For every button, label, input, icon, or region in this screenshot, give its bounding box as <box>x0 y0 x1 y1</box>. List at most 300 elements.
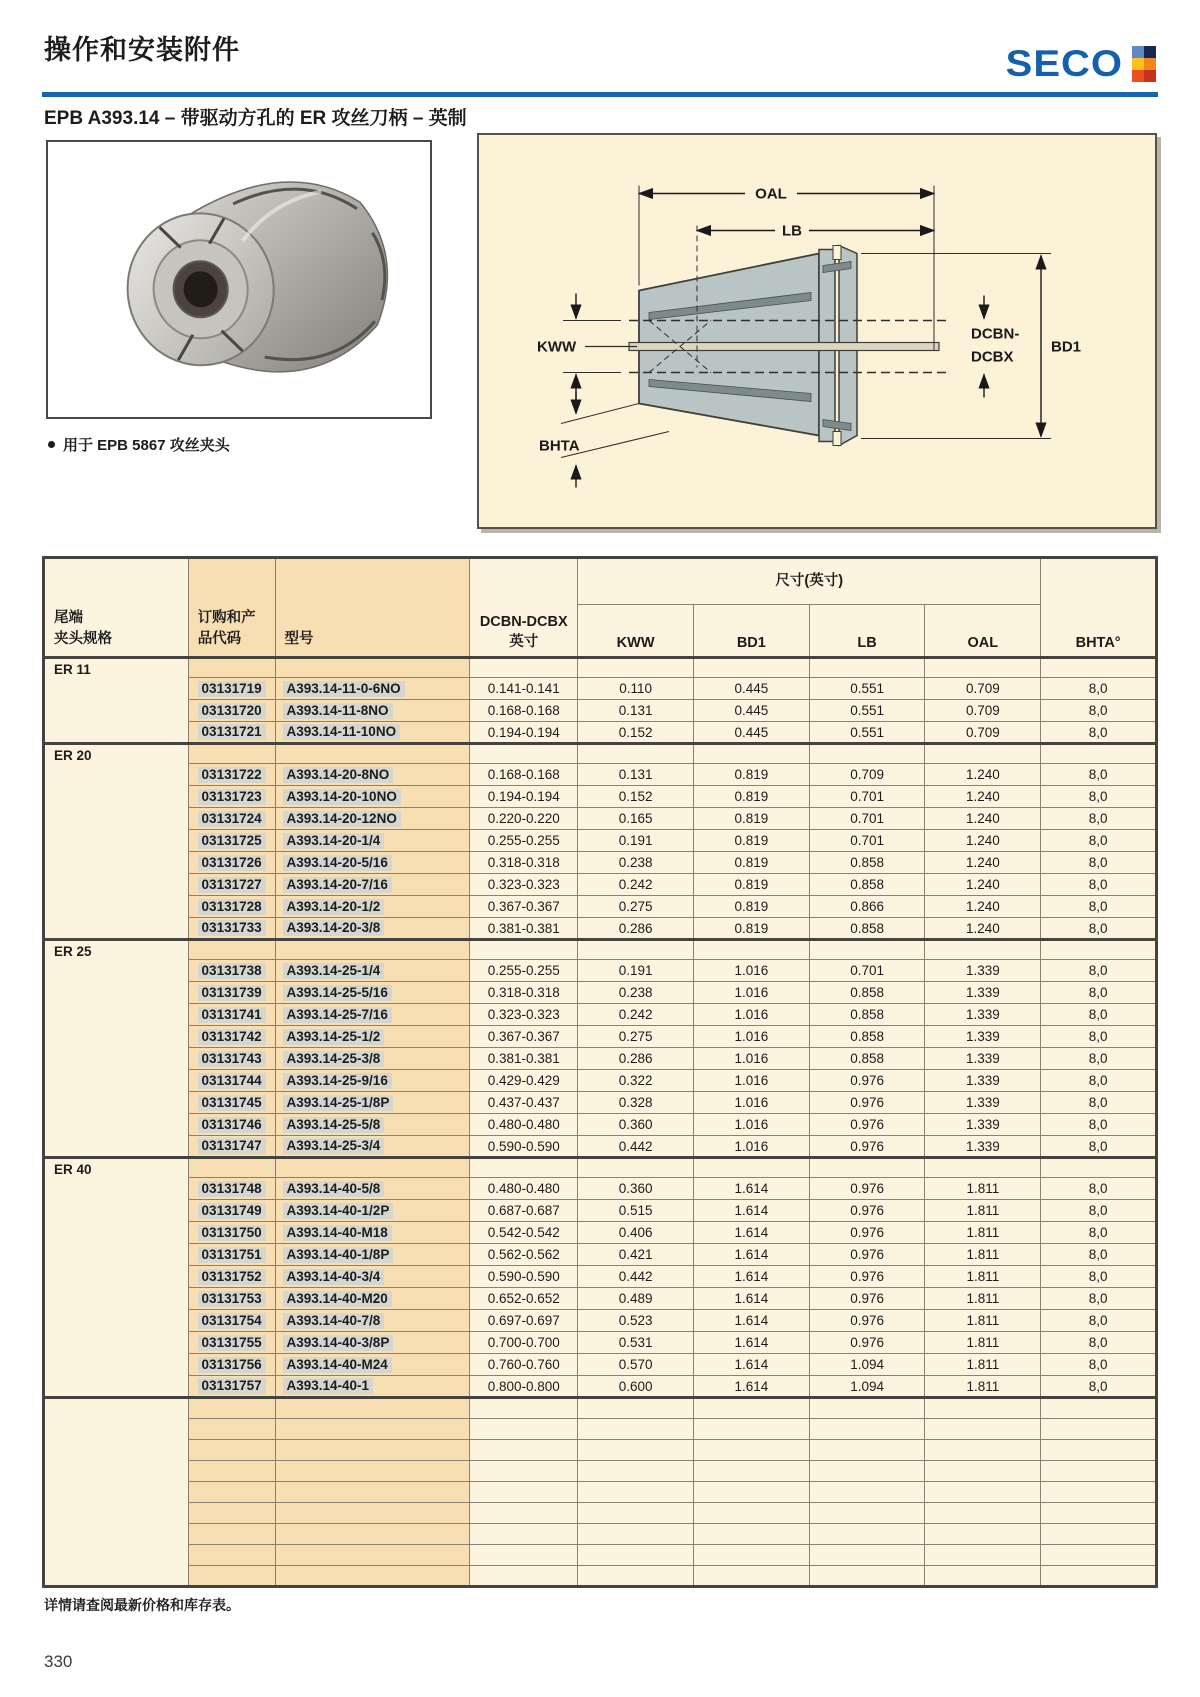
cell-bd1 <box>693 1545 809 1566</box>
cell-model <box>275 918 470 940</box>
cell-oal <box>925 1440 1041 1461</box>
cell-order-code <box>188 874 275 896</box>
cell-kww: 0.238 <box>578 852 694 874</box>
cell-bd1 <box>693 1524 809 1545</box>
cell-bd1 <box>693 1482 809 1503</box>
order-code-text: 03131723 <box>198 789 266 805</box>
cell-oal: 0.709 <box>925 678 1041 700</box>
header-dcbn-dcbx: DCBN-DCBX 英寸 <box>470 558 578 658</box>
order-code-text: 03131741 <box>198 1007 266 1023</box>
cell-bd1: 0.819 <box>693 786 809 808</box>
model-text: A393.14-11-10NO <box>283 724 401 740</box>
cell-bd1: 0.819 <box>693 808 809 830</box>
order-code-text: 03131719 <box>198 681 266 697</box>
cell-model <box>275 1376 470 1398</box>
cell-dcbn-dcbx: 0.590-0.590 <box>470 1266 578 1288</box>
header-oal: OAL <box>925 605 1041 658</box>
model-text: A393.14-40-M20 <box>283 1291 392 1307</box>
cell-bd1: 1.016 <box>693 1114 809 1136</box>
cell-bhta: 8,0 <box>1041 1310 1157 1332</box>
order-code-text: 03131739 <box>198 985 266 1001</box>
order-code-text: 03131725 <box>198 833 266 849</box>
cell-order-code <box>188 1288 275 1310</box>
cell-dcbn-dcbx: 0.168-0.168 <box>470 700 578 722</box>
cell-bhta: 8,0 <box>1041 786 1157 808</box>
table-row <box>44 1222 1157 1244</box>
cell-dcbn-dcbx: 0.323-0.323 <box>470 1004 578 1026</box>
cell-kww: 0.238 <box>578 982 694 1004</box>
cell-lb <box>809 1566 925 1587</box>
cell-oal <box>925 1461 1041 1482</box>
cell-bhta: 8,0 <box>1041 1092 1157 1114</box>
header-bhta: BHTA° <box>1041 558 1157 658</box>
cell-dcbn-dcbx <box>470 1524 578 1545</box>
cell-model <box>275 1026 470 1048</box>
cell-oal: 1.811 <box>925 1200 1041 1222</box>
order-code-text: 03131728 <box>198 899 266 915</box>
cell-bhta: 8,0 <box>1041 1244 1157 1266</box>
cell-model <box>275 1354 470 1376</box>
cell-model <box>275 1222 470 1244</box>
cell-lb: 0.701 <box>809 830 925 852</box>
collet-photo-icon <box>48 142 430 417</box>
spec-table-body <box>44 658 1157 1587</box>
cell-bhta: 8,0 <box>1041 852 1157 874</box>
cell-bhta: 8,0 <box>1041 1136 1157 1158</box>
cell-oal: 1.240 <box>925 808 1041 830</box>
cell-model <box>275 658 470 678</box>
cell-dcbn-dcbx: 0.480-0.480 <box>470 1178 578 1200</box>
cell-lb: 0.701 <box>809 808 925 830</box>
cell-model <box>275 874 470 896</box>
cell-bd1: 0.445 <box>693 678 809 700</box>
cell-bhta: 8,0 <box>1041 764 1157 786</box>
cell-dcbn-dcbx: 0.381-0.381 <box>470 918 578 940</box>
cell-oal: 1.240 <box>925 874 1041 896</box>
cell-bd1: 0.819 <box>693 830 809 852</box>
cell-bhta <box>1041 658 1157 678</box>
cell-kww: 0.442 <box>578 1136 694 1158</box>
logo-square <box>1132 58 1144 70</box>
cell-model <box>275 896 470 918</box>
cell-dcbn-dcbx: 0.652-0.652 <box>470 1288 578 1310</box>
cell-oal <box>925 1398 1041 1419</box>
cell-dcbn-dcbx: 0.255-0.255 <box>470 830 578 852</box>
cell-order-code <box>188 1178 275 1200</box>
cell-oal: 1.811 <box>925 1332 1041 1354</box>
cell-lb: 0.976 <box>809 1136 925 1158</box>
cell-model <box>275 1332 470 1354</box>
logo-square <box>1132 70 1144 82</box>
cell-lb <box>809 658 925 678</box>
cell-kww: 0.570 <box>578 1354 694 1376</box>
cell-kww: 0.442 <box>578 1266 694 1288</box>
product-photo <box>46 140 432 419</box>
cell-oal <box>925 1566 1041 1587</box>
cell-bd1: 1.614 <box>693 1222 809 1244</box>
empty-row <box>44 1461 1157 1482</box>
table-row <box>44 1288 1157 1310</box>
cell-dcbn-dcbx: 0.542-0.542 <box>470 1222 578 1244</box>
cell-oal: 1.811 <box>925 1266 1041 1288</box>
cell-order-code <box>188 658 275 678</box>
cell-lb: 1.094 <box>809 1354 925 1376</box>
cell-bhta: 8,0 <box>1041 960 1157 982</box>
cell-kww: 0.110 <box>578 678 694 700</box>
header-lb: LB <box>809 605 925 658</box>
cell-oal: 1.240 <box>925 786 1041 808</box>
order-code-text: 03131742 <box>198 1029 266 1045</box>
cell-bd1: 1.016 <box>693 982 809 1004</box>
order-code-text: 03131756 <box>198 1357 266 1373</box>
order-code-text: 03131733 <box>198 920 266 936</box>
table-row <box>44 1354 1157 1376</box>
cell-dcbn-dcbx: 0.429-0.429 <box>470 1070 578 1092</box>
logo-square <box>1144 70 1156 82</box>
cell-order-code <box>188 1004 275 1026</box>
cell-oal <box>925 1419 1041 1440</box>
label-dcbx: DCBX <box>971 348 1014 366</box>
group-label: ER 20 <box>44 744 189 940</box>
cell-bd1: 1.614 <box>693 1310 809 1332</box>
cell-oal <box>925 658 1041 678</box>
cell-kww <box>578 658 694 678</box>
order-code-text: 03131721 <box>198 724 266 740</box>
cell-kww: 0.152 <box>578 786 694 808</box>
cell-order-code <box>188 1244 275 1266</box>
cell-order-code <box>188 1461 275 1482</box>
cell-oal <box>925 1158 1041 1178</box>
table-row <box>44 1178 1157 1200</box>
cell-bhta: 8,0 <box>1041 874 1157 896</box>
cell-bd1: 1.016 <box>693 960 809 982</box>
seco-logo-mark-icon <box>1132 46 1156 82</box>
cell-lb: 0.858 <box>809 918 925 940</box>
model-text: A393.14-25-3/8 <box>283 1051 385 1067</box>
model-text: A393.14-25-7/16 <box>283 1007 392 1023</box>
cell-kww: 0.275 <box>578 896 694 918</box>
cell-bd1: 1.016 <box>693 1092 809 1114</box>
cell-bd1: 1.016 <box>693 1070 809 1092</box>
cell-kww: 0.322 <box>578 1070 694 1092</box>
product-subtitle: EPB A393.14 – 带驱动方孔的 ER 攻丝刀柄 – 英制 <box>44 108 467 129</box>
model-text: A393.14-20-8NO <box>283 767 394 783</box>
cell-bhta: 8,0 <box>1041 1178 1157 1200</box>
cell-order-code <box>188 896 275 918</box>
order-code-text: 03131749 <box>198 1203 266 1219</box>
cell-bd1: 1.016 <box>693 1048 809 1070</box>
cell-lb: 0.858 <box>809 852 925 874</box>
header-dimensions-group: 尺寸(英寸) <box>578 558 1041 605</box>
order-code-text: 03131720 <box>198 703 266 719</box>
cell-lb: 0.858 <box>809 1026 925 1048</box>
table-row <box>44 678 1157 700</box>
order-code-text: 03131738 <box>198 963 266 979</box>
cell-lb: 0.976 <box>809 1288 925 1310</box>
group-spacer-row <box>44 940 1157 960</box>
cell-model <box>275 744 470 764</box>
cell-lb: 0.701 <box>809 960 925 982</box>
cell-dcbn-dcbx: 0.168-0.168 <box>470 764 578 786</box>
table-row <box>44 1266 1157 1288</box>
empty-row <box>44 1503 1157 1524</box>
footer-note: 详情请查阅最新价格和库存表。 <box>44 1597 240 1613</box>
order-code-text: 03131752 <box>198 1269 266 1285</box>
model-text: A393.14-20-7/16 <box>283 877 392 893</box>
cell-lb <box>809 744 925 764</box>
cell-order-code <box>188 700 275 722</box>
model-text: A393.14-25-5/8 <box>283 1117 385 1133</box>
cell-bhta <box>1041 1419 1157 1440</box>
page-title: 操作和安装附件 <box>44 35 240 65</box>
cell-dcbn-dcbx: 0.562-0.562 <box>470 1244 578 1266</box>
cell-bhta: 8,0 <box>1041 830 1157 852</box>
cell-kww: 0.360 <box>578 1178 694 1200</box>
cell-kww: 0.286 <box>578 1048 694 1070</box>
cell-bhta <box>1041 744 1157 764</box>
cell-oal: 1.339 <box>925 1048 1041 1070</box>
order-code-text: 03131751 <box>198 1247 266 1263</box>
cell-bd1: 0.445 <box>693 700 809 722</box>
cell-lb: 0.866 <box>809 896 925 918</box>
empty-row <box>44 1440 1157 1461</box>
table-row <box>44 1310 1157 1332</box>
table-row <box>44 982 1157 1004</box>
cell-bhta <box>1041 1158 1157 1178</box>
cell-dcbn-dcbx <box>470 1545 578 1566</box>
empty-row <box>44 1545 1157 1566</box>
empty-row <box>44 1524 1157 1545</box>
label-bd1: BD1 <box>1051 338 1082 356</box>
bullet-icon <box>48 441 55 448</box>
cell-lb <box>809 1545 925 1566</box>
cell-kww <box>578 1440 694 1461</box>
table-row <box>44 764 1157 786</box>
cell-model <box>275 940 470 960</box>
cell-kww: 0.131 <box>578 764 694 786</box>
cell-bd1: 1.016 <box>693 1136 809 1158</box>
table-row <box>44 830 1157 852</box>
table-row <box>44 1114 1157 1136</box>
cell-bhta <box>1041 1398 1157 1419</box>
cell-order-code <box>188 1419 275 1440</box>
model-text: A393.14-40-M18 <box>283 1225 392 1241</box>
cell-bhta: 8,0 <box>1041 678 1157 700</box>
cell-bhta: 8,0 <box>1041 1070 1157 1092</box>
cell-dcbn-dcbx: 0.141-0.141 <box>470 678 578 700</box>
table-row <box>44 1332 1157 1354</box>
cell-oal: 1.339 <box>925 1092 1041 1114</box>
cell-lb: 0.976 <box>809 1178 925 1200</box>
cell-oal: 1.811 <box>925 1354 1041 1376</box>
cell-bhta: 8,0 <box>1041 982 1157 1004</box>
cell-kww: 0.242 <box>578 1004 694 1026</box>
cell-order-code <box>188 1482 275 1503</box>
header-bd1: BD1 <box>693 605 809 658</box>
cell-kww <box>578 940 694 960</box>
table-row <box>44 960 1157 982</box>
cell-lb <box>809 1419 925 1440</box>
table-row <box>44 722 1157 744</box>
cell-oal: 1.339 <box>925 960 1041 982</box>
collet-drawing-icon <box>479 135 1155 527</box>
cell-lb <box>809 1398 925 1419</box>
cell-model <box>275 1048 470 1070</box>
cell-lb: 0.976 <box>809 1222 925 1244</box>
model-text: A393.14-25-1/4 <box>283 963 385 979</box>
model-text: A393.14-20-1/2 <box>283 899 385 915</box>
cell-oal <box>925 1524 1041 1545</box>
usage-note-text: 用于 EPB 5867 攻丝夹头 <box>63 437 230 454</box>
order-code-text: 03131745 <box>198 1095 266 1111</box>
cell-bhta: 8,0 <box>1041 1200 1157 1222</box>
cell-kww: 0.165 <box>578 808 694 830</box>
group-label: ER 40 <box>44 1158 189 1398</box>
cell-dcbn-dcbx: 0.318-0.318 <box>470 982 578 1004</box>
cell-kww: 0.421 <box>578 1244 694 1266</box>
order-code-text: 03131750 <box>198 1225 266 1241</box>
table-row <box>44 852 1157 874</box>
cell-model <box>275 1200 470 1222</box>
cell-dcbn-dcbx <box>470 1419 578 1440</box>
cell-order-code <box>188 808 275 830</box>
empty-row <box>44 1482 1157 1503</box>
cell-bhta: 8,0 <box>1041 896 1157 918</box>
cell-dcbn-dcbx: 0.255-0.255 <box>470 960 578 982</box>
model-text: A393.14-20-10NO <box>283 789 401 805</box>
order-code-text: 03131726 <box>198 855 266 871</box>
cell-bhta: 8,0 <box>1041 918 1157 940</box>
cell-dcbn-dcbx: 0.323-0.323 <box>470 874 578 896</box>
label-kww: KWW <box>537 338 577 356</box>
cell-model <box>275 700 470 722</box>
cell-model <box>275 1566 470 1587</box>
cell-lb: 0.858 <box>809 1048 925 1070</box>
cell-kww: 0.286 <box>578 918 694 940</box>
cell-model <box>275 1503 470 1524</box>
cell-bd1 <box>693 1158 809 1178</box>
cell-oal: 1.811 <box>925 1310 1041 1332</box>
model-text: A393.14-40-7/8 <box>283 1313 385 1329</box>
cell-kww <box>578 1419 694 1440</box>
cell-order-code <box>188 1114 275 1136</box>
cell-bd1 <box>693 1503 809 1524</box>
logo-square <box>1144 58 1156 70</box>
cell-oal: 1.811 <box>925 1244 1041 1266</box>
cell-oal: 1.339 <box>925 1004 1041 1026</box>
cell-bhta: 8,0 <box>1041 1004 1157 1026</box>
cell-dcbn-dcbx: 0.367-0.367 <box>470 1026 578 1048</box>
table-row <box>44 918 1157 940</box>
cell-lb: 0.709 <box>809 764 925 786</box>
cell-kww <box>578 1566 694 1587</box>
cell-dcbn-dcbx: 0.697-0.697 <box>470 1310 578 1332</box>
cell-dcbn-dcbx: 0.800-0.800 <box>470 1376 578 1398</box>
model-text: A393.14-25-1/8P <box>283 1095 394 1111</box>
order-code-text: 03131724 <box>198 811 266 827</box>
cell-kww: 0.360 <box>578 1114 694 1136</box>
group-spacer-row <box>44 658 1157 678</box>
cell-lb: 0.858 <box>809 982 925 1004</box>
model-text: A393.14-40-1/2P <box>283 1203 394 1219</box>
cell-kww: 0.523 <box>578 1310 694 1332</box>
cell-bd1: 1.614 <box>693 1244 809 1266</box>
cell-order-code <box>188 1376 275 1398</box>
model-text: A393.14-11-8NO <box>283 703 393 719</box>
cell-lb <box>809 1524 925 1545</box>
cell-model <box>275 1288 470 1310</box>
cell-oal <box>925 744 1041 764</box>
cell-dcbn-dcbx <box>470 1566 578 1587</box>
cell-kww: 0.131 <box>578 700 694 722</box>
cell-order-code <box>188 1092 275 1114</box>
label-bhta: BHTA <box>539 437 580 455</box>
cell-model <box>275 1266 470 1288</box>
header-rule <box>42 92 1158 97</box>
header-kww: KWW <box>578 605 694 658</box>
cell-oal: 1.240 <box>925 896 1041 918</box>
cell-lb: 0.551 <box>809 678 925 700</box>
cell-order-code <box>188 1310 275 1332</box>
cell-bhta: 8,0 <box>1041 1048 1157 1070</box>
model-text: A393.14-40-3/4 <box>283 1269 385 1285</box>
cell-kww: 0.191 <box>578 830 694 852</box>
cell-bhta: 8,0 <box>1041 1266 1157 1288</box>
cell-bhta: 8,0 <box>1041 1288 1157 1310</box>
model-text: A393.14-20-5/16 <box>283 855 392 871</box>
cell-bhta: 8,0 <box>1041 700 1157 722</box>
cell-bd1: 1.614 <box>693 1178 809 1200</box>
table-row <box>44 1376 1157 1398</box>
cell-model <box>275 678 470 700</box>
cell-order-code <box>188 960 275 982</box>
cell-model <box>275 808 470 830</box>
cell-oal <box>925 1503 1041 1524</box>
cell-kww <box>578 1545 694 1566</box>
cell-kww: 0.406 <box>578 1222 694 1244</box>
table-row <box>44 700 1157 722</box>
order-code-text: 03131753 <box>198 1291 266 1307</box>
order-code-text: 03131722 <box>198 767 266 783</box>
cell-bhta <box>1041 940 1157 960</box>
cell-model <box>275 764 470 786</box>
seco-logo <box>1006 44 1156 84</box>
cell-kww: 0.328 <box>578 1092 694 1114</box>
cell-order-code <box>188 1048 275 1070</box>
table-row <box>44 896 1157 918</box>
cell-order-code <box>188 1070 275 1092</box>
cell-dcbn-dcbx <box>470 658 578 678</box>
cell-order-code <box>188 1398 275 1419</box>
cell-oal: 1.240 <box>925 764 1041 786</box>
group-spacer-row <box>44 744 1157 764</box>
model-text: A393.14-20-3/8 <box>283 920 385 936</box>
model-text: A393.14-25-5/16 <box>283 985 392 1001</box>
cell-lb: 1.094 <box>809 1376 925 1398</box>
cell-dcbn-dcbx: 0.687-0.687 <box>470 1200 578 1222</box>
cell-model <box>275 1524 470 1545</box>
cell-bd1: 0.819 <box>693 918 809 940</box>
cell-kww <box>578 1482 694 1503</box>
cell-kww: 0.531 <box>578 1332 694 1354</box>
cell-bd1: 1.614 <box>693 1376 809 1398</box>
model-text: A393.14-40-M24 <box>283 1357 392 1373</box>
dimension-diagram <box>477 133 1157 529</box>
cell-model <box>275 852 470 874</box>
cell-lb: 0.976 <box>809 1070 925 1092</box>
cell-bd1: 0.819 <box>693 874 809 896</box>
model-text: A393.14-11-0-6NO <box>283 681 405 697</box>
